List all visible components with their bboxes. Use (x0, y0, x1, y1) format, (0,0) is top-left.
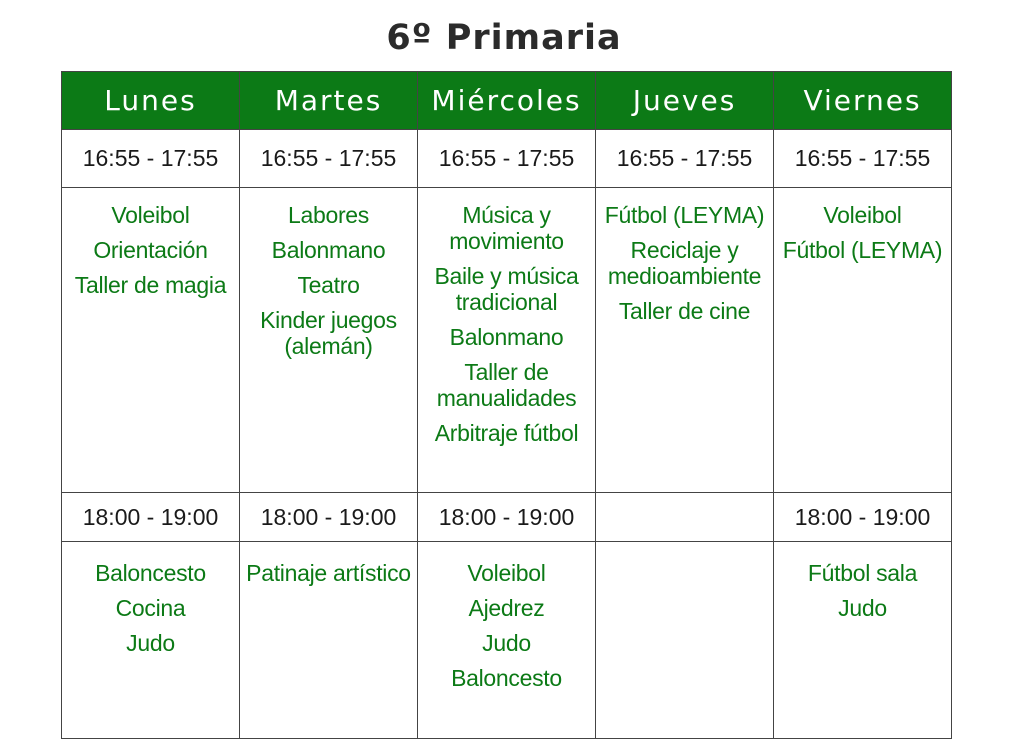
time-slot: 16:55 - 17:55 (794, 145, 931, 171)
activities-cell (240, 188, 418, 493)
time-slot: 16:55 - 17:55 (82, 145, 219, 171)
activity-item: Teatro (297, 272, 360, 298)
time-slot: 18:00 - 19:00 (438, 503, 575, 530)
activity-item: Taller de manualidades (436, 359, 577, 411)
time-cell (240, 130, 418, 188)
activity-item: Fútbol (LEYMA) (604, 202, 765, 228)
time-cell (774, 493, 952, 542)
activity-list (62, 560, 239, 656)
day-header-row (62, 72, 952, 130)
activity-list (418, 202, 595, 446)
time-cell (418, 493, 596, 542)
activity-item: Arbitraje fútbol (434, 420, 579, 446)
activity-item: Cocina (115, 595, 186, 621)
activities-cell (774, 188, 952, 493)
time-slot: 18:00 - 19:00 (794, 503, 931, 530)
activity-list (240, 202, 417, 359)
day-header-viernes: Viernes (774, 72, 952, 130)
activity-item: Judo (126, 630, 175, 656)
time-cell (596, 493, 774, 542)
activities-cell (62, 542, 240, 739)
activities-row-1 (62, 188, 952, 493)
activities-cell (240, 542, 418, 739)
time-cell (774, 130, 952, 188)
time-cell (62, 493, 240, 542)
activity-item: Judo (838, 595, 887, 621)
activity-item: Balonmano (271, 237, 386, 263)
day-header-jueves: Jueves (596, 72, 774, 130)
day-header-miercoles: Miércoles (418, 72, 596, 130)
activities-cell (774, 542, 952, 739)
time-row-1 (62, 130, 952, 188)
activity-list (596, 202, 773, 324)
activity-item: Taller de magia (74, 272, 227, 298)
time-slot: 16:55 - 17:55 (616, 145, 753, 171)
time-slot: 16:55 - 17:55 (260, 145, 397, 171)
activity-item: Taller de cine (618, 298, 751, 324)
activities-cell (62, 188, 240, 493)
activities-row-2 (62, 542, 952, 739)
time-slot: 18:00 - 19:00 (260, 503, 397, 530)
activity-list (418, 560, 595, 691)
activity-list (774, 560, 951, 621)
activity-item: Música y movimiento (449, 202, 564, 254)
activity-list (774, 202, 951, 263)
schedule-table (61, 71, 952, 739)
activity-item: Labores (287, 202, 370, 228)
activity-item: Voleibol (467, 560, 546, 586)
activity-item: Ajedrez (468, 595, 545, 621)
time-cell (240, 493, 418, 542)
time-cell (62, 130, 240, 188)
activity-item: Baloncesto (451, 665, 562, 691)
activity-item: Balonmano (449, 324, 564, 350)
time-row-2 (62, 493, 952, 542)
activities-cell (596, 542, 774, 739)
day-header-martes: Martes (240, 72, 418, 130)
activity-item: Voleibol (111, 202, 190, 228)
activity-list (62, 202, 239, 298)
page-title: 6º Primaria (386, 18, 622, 58)
time-slot: 18:00 - 19:00 (82, 503, 219, 530)
activity-item: Judo (482, 630, 531, 656)
activities-cell (418, 542, 596, 739)
day-header-lunes: Lunes (62, 72, 240, 130)
activity-list (240, 560, 417, 586)
activity-item: Orientación (93, 237, 208, 263)
activity-item: Voleibol (823, 202, 902, 228)
activity-item: Fútbol sala (807, 560, 918, 586)
time-slot: 16:55 - 17:55 (438, 145, 575, 171)
time-cell (596, 130, 774, 188)
activity-item: Fútbol (LEYMA) (782, 237, 943, 263)
activity-item: Reciclaje y medioambiente (607, 237, 762, 289)
time-cell (418, 130, 596, 188)
activity-item: Patinaje artístico (246, 560, 411, 586)
activity-item: Kinder juegos (alemán) (260, 307, 397, 359)
activity-item: Baile y música tradicional (434, 263, 579, 315)
activity-item: Baloncesto (95, 560, 206, 586)
activities-cell (418, 188, 596, 493)
activities-cell (596, 188, 774, 493)
